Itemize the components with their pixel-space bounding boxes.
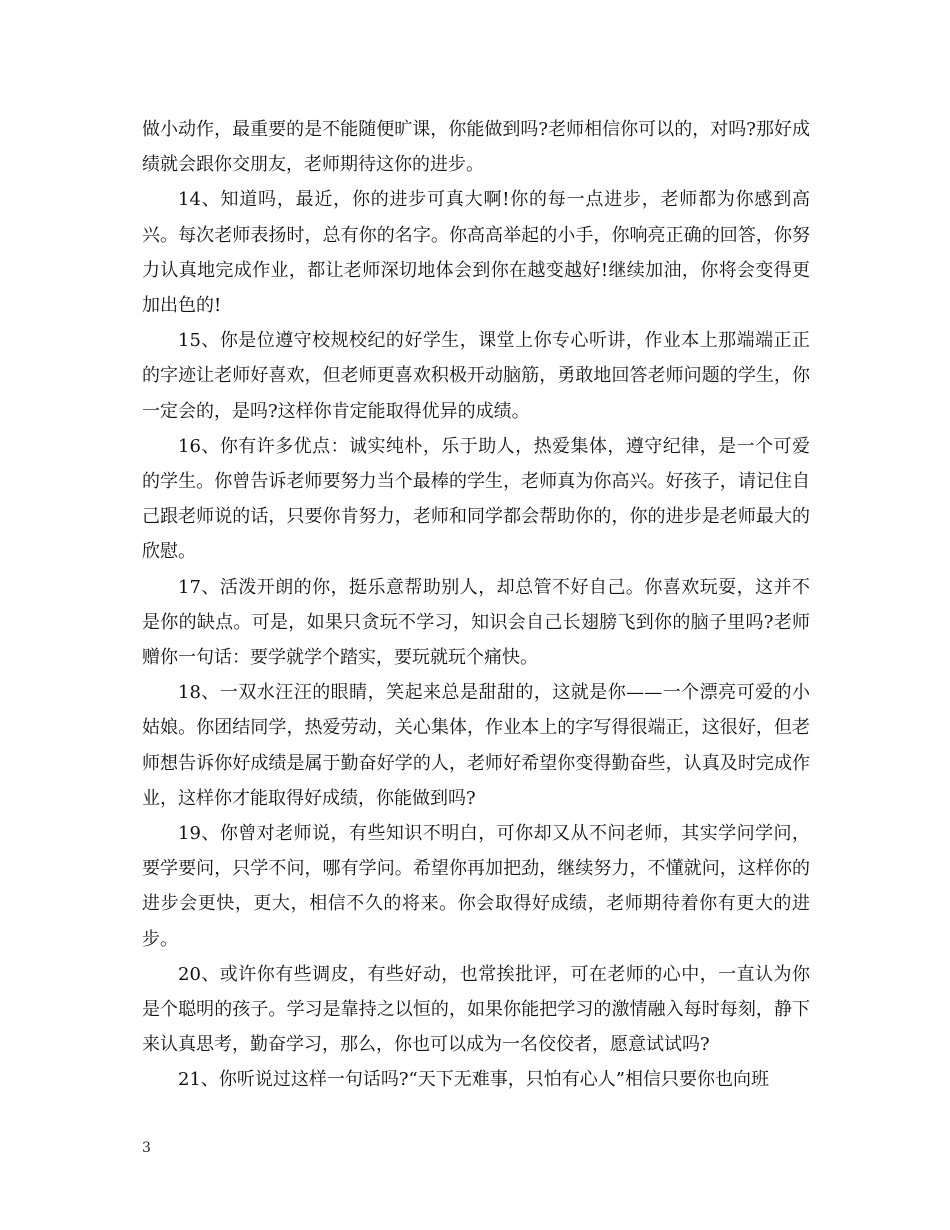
- paragraph-17: 17、活泼开朗的你，挺乐意帮助别人，却总管不好自己。你喜欢玩耍，这并不是你的缺点。可是，如果只贪玩不学习，知识会自己长翅膀飞到你的脑子里吗?老师赠你一句话：要学就学个踏实，要玩就玩个痛快。: [142, 576, 810, 669]
- paragraph-20: 20、或许你有些调皮，有些好动，也常挨批评，可在老师的心中，一直认为你是个聪明的孩子。学习是靠持之以恒的，如果你能把学习的激情融入每时每刻，静下来认真思考，勤奋学习，那么，你也可以成为一名佼佼者，愿意试试吗?: [142, 963, 810, 1056]
- page-number: 3: [142, 1140, 151, 1156]
- paragraph-19: 19、你曾对老师说，有些知识不明白，可你却又从不问老师，其实学问学问，要学要问，只学不问，哪有学问。希望你再加把劲，继续努力，不懂就问，这样你的进步会更快，更大，相信不久的将来。你会取得好成绩，老师期待着你有更大的进步。: [142, 823, 810, 950]
- paragraph-continuation: 做小动作，最重要的是不能随便旷课，你能做到吗?老师相信你可以的，对吗?那好成绩就会跟你交朋友，老师期待这你的进步。: [142, 119, 810, 176]
- paragraph-15: 15、你是位遵守校规校纪的好学生，课堂上你专心听讲，作业本上那端端正正的字迹让老师好喜欢，但老师更喜欢积极开动脑筋，勇敢地回答老师问题的学生，你一定会的，是吗?这样你肯定能取得优异的成绩。: [142, 330, 810, 422]
- paragraph-21: 21、你听说过这样一句话吗?“天下无难事，只怕有心人”相信只要你也向班: [178, 1069, 769, 1091]
- paragraph-18: 18、一双水汪汪的眼睛，笑起来总是甜甜的，这就是你——一个漂亮可爱的小姑娘。你团结同学，热爱劳动，关心集体，作业本上的字写得很端正，这很好，但老师想告诉你好成绩是属于勤奋好学的人，老师好希望你变得勤奋些，认真及时完成作业，这样你才能取得好成绩，你能做到吗?: [142, 682, 810, 809]
- paragraph-16: 16、你有许多优点：诚实纯朴，乐于助人，热爱集体，遵守纪律，是一个可爱的学生。你曾告诉老师要努力当个最棒的学生，老师真为你高兴。好孩子，请记住自己跟老师说的话，只要你肯努力，老师和同学都会帮助你的，你的进步是老师最大的欣慰。: [142, 435, 810, 563]
- body-text: [142, 112, 810, 1098]
- paragraph-14: 14、知道吗，最近，你的进步可真大啊!你的每一点进步，老师都为你感到高兴。每次老师表扬时，总有你的名字。你高高举起的小手，你响亮正确的回答，你努力认真地完成作业，都让老师深切地体会到你在越变越好!继续加油，你将会变得更加出色的!: [142, 189, 810, 317]
